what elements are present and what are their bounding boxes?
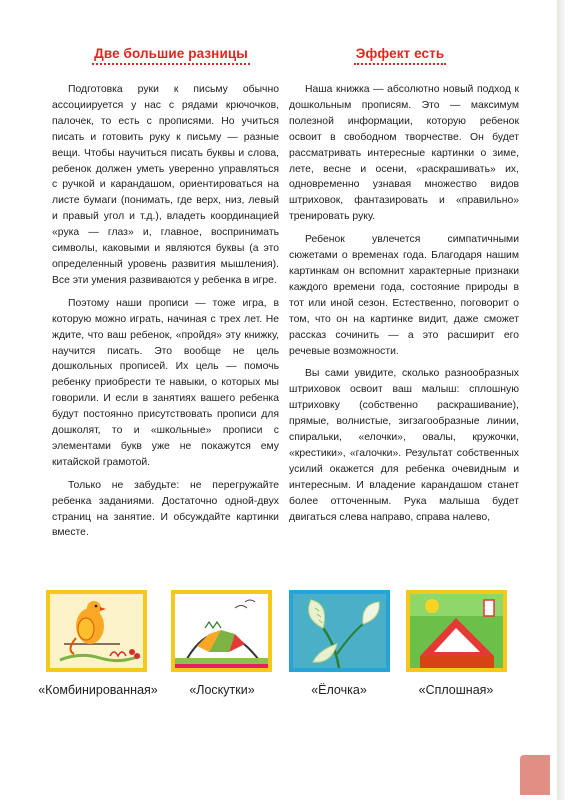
house-illustration [406,590,507,672]
heading-right: Эффект есть [330,46,470,68]
patchwork-illustration [171,590,272,672]
right-column [289,82,519,532]
caption-herringbone: «Ёлочка» [311,683,367,697]
illustrations-row [38,590,526,710]
paragraph: Вы сами увидите, сколько разнообразных штриховок освоит ваш малыш: сплошную штриховку (собственно раскрашивание), прямые, волнистые, зигзагообразные линии, спиральки, «елочки», овалы, кружочки, «крестики», «галочки». Результат собственных усилий окажется для ребенка очевидным и интересным. И владение карандашом станет более отточенным. Рука малыша будет двигаться слева направо, справа налево, [289,368,519,523]
caption-solid: «Сплошная» [418,683,494,697]
caption-combined: «Комбинированная» [38,683,158,697]
bird-illustration [46,590,147,672]
corner-decoration [520,755,550,795]
leaves-illustration [289,590,390,672]
paragraph: Подготовка руки к письму обычно ассоциируется у нас с рядами крючочков, палочек, то есть с прописями. Но учиться писать и готовить руку к письму — разные вещи. Чтобы научиться писать буквы и слова, ребенок должен уметь уверенно управляться с ручкой и карандашом, ориентироваться на листе бумаги (понимать, где верх, низ, левый и правый угол и т.д.), владеть координацией «рука — глаз» и, главное, воспринимать символы, каковыми и являются буквы (а это определенный уровень развития мышления). Все эти умения развиваются у ребенка в игре. [52,84,279,286]
paragraph: Наша книжка — абсолютно новый подход к дошкольным прописям. Это — максимум полезной информации, которую ребенок освоит в свободном творчестве. Он будет рассматривать интересные картинки о зиме, лете, весне и осени, «раскрашивать» их, одновременно узнавая множество видов штриховок, фантазировать и «правильно» тренировать руку. [289,84,519,223]
caption-patchwork: «Лоскутки» [189,683,255,697]
heading-left: Две большие разницы [76,46,266,68]
paragraph: Только не забудьте: не перегружайте ребенка заданиями. Достаточно одной-двух страниц на занятие. И обсуждайте картинки вместе. [52,479,279,539]
page-shadow [557,0,565,800]
paragraph: Ребенок увлечется симпатичными сюжетами о временах года. Благодаря нашим картинкам он вспомнит характерные признаки каждого времени года, состояние природы в тот или иной сезон. Естественно, поговорит о том, что он на картинке видит, даже сможет рассказ сочинить — а это расширит его речевые возможности. [289,234,519,357]
paragraph: Поэтому наши прописи — тоже игра, в которую можно играть, начиная с трех лет. Не ждите, что ваш ребенок, «пройдя» эту книжку, научится писать. Это вообще не цель дошкольных прописей. Их цель — помочь ребенку приобрести те навыки, о которых мы говорили. И если в занятиях вашего ребенка будут постоянно присутствовать прописи для дошколят, то и «школьные» прописи с элементами букв уже не покажутся ему китайской грамотой. [52,297,279,468]
left-column [52,82,279,548]
